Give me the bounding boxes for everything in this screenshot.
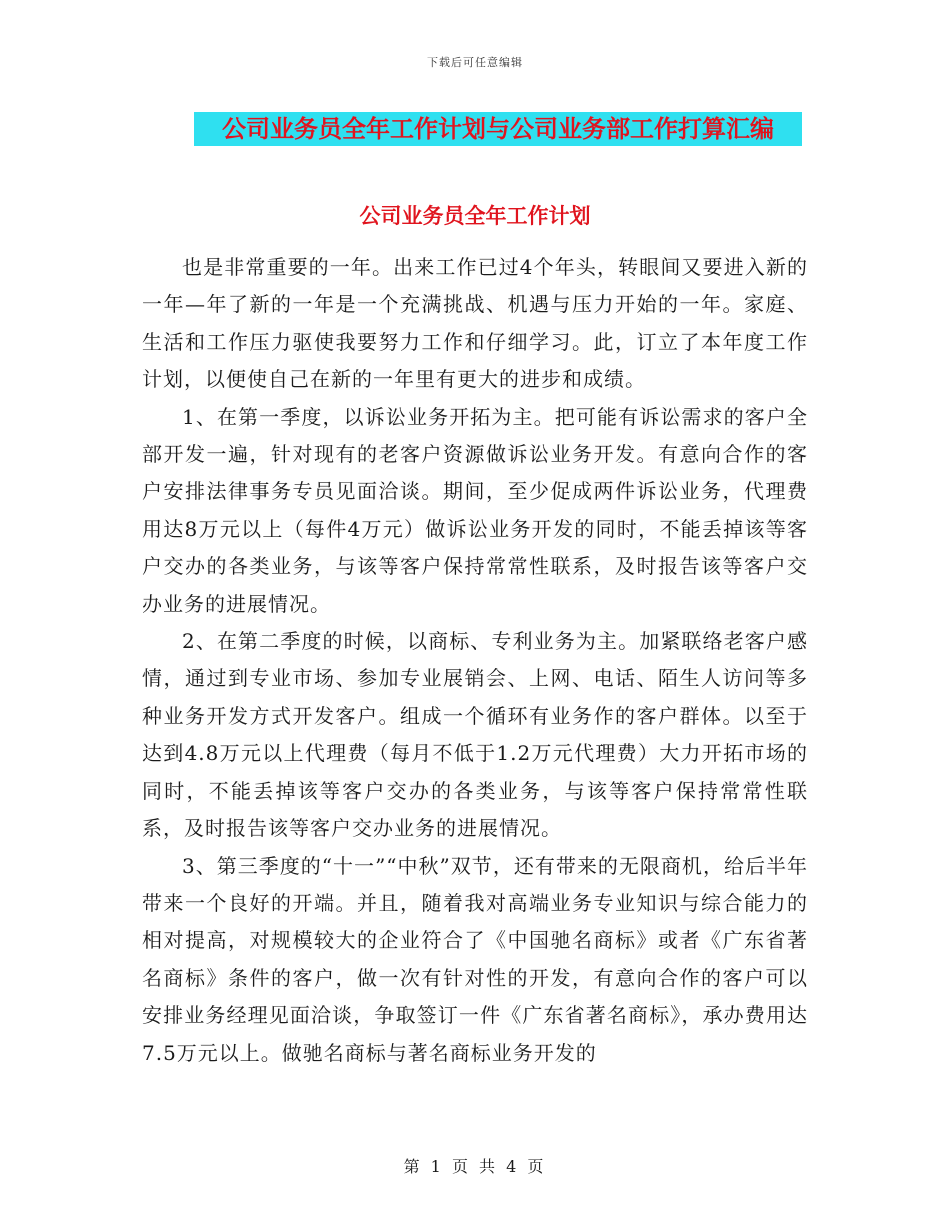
page-footer: 第 1 页 共 4 页 bbox=[403, 1157, 547, 1176]
paragraph-q1: 1、在第一季度，以诉讼业务开拓为主。把可能有诉讼需求的客户全部开发一遍，针对现有的老客户资源做诉讼业务开发。有意向合作的客户安排法律事务专员见面洽谈。期间，至少促成两件诉讼业务，代理费用达8万元以上（每件4万元）做诉讼业务开发的同时，不能丢掉该等客户交办的各类业务，与该等客户保持常常性联系，及时报告该等客户交办业务的进展情况。 bbox=[142, 404, 808, 616]
paragraph-q2: 2、在第二季度的时候，以商标、专利业务为主。加紧联络老客户感情，通过到专业市场、参加专业展销会、上网、电话、陌生人访问等多种业务开发方式开发客户。组成一个循环有业务作的客户群体。以至于达到4.8万元以上代理费（每月不低于1.2万元代理费）大力开拓市场的同时，不能丢掉该等客户交办的各类业务，与该等客户保持常常性联系，及时报告该等客户交办业务的进展情况。 bbox=[142, 629, 808, 841]
document-body bbox=[142, 249, 808, 1072]
main-title: 公司业务员全年工作计划与公司业务部工作打算汇编 bbox=[222, 114, 774, 143]
section-title: 公司业务员全年工作计划 bbox=[359, 203, 591, 228]
page-header-note: 下载后可任意编辑 bbox=[427, 56, 523, 69]
paragraph-intro: 也是非常重要的一年。出来工作已过4个年头，转眼间又要进入新的一年—年了新的一年是一个充满挑战、机遇与压力开始的一年。家庭、生活和工作压力驱使我要努力工作和仔细学习。此，订立了本年度工作计划，以便使自己在新的一年里有更大的进步和成绩。 bbox=[142, 255, 808, 392]
paragraph-q3: 3、第三季度的“十一”“中秋”双节，还有带来的无限商机，给后半年带来一个良好的开端。并且，随着我对高端业务专业知识与综合能力的相对提高，对规模较大的企业符合了《中国驰名商标》或者《广东省著名商标》条件的客户，做一次有针对性的开发，有意向合作的客户可以安排业务经理见面洽谈，争取签订一件《广东省著名商标》，承办费用达7.5万元以上。做驰名商标与著名商标业务开发的 bbox=[142, 853, 808, 1065]
main-title-highlight bbox=[194, 112, 802, 146]
